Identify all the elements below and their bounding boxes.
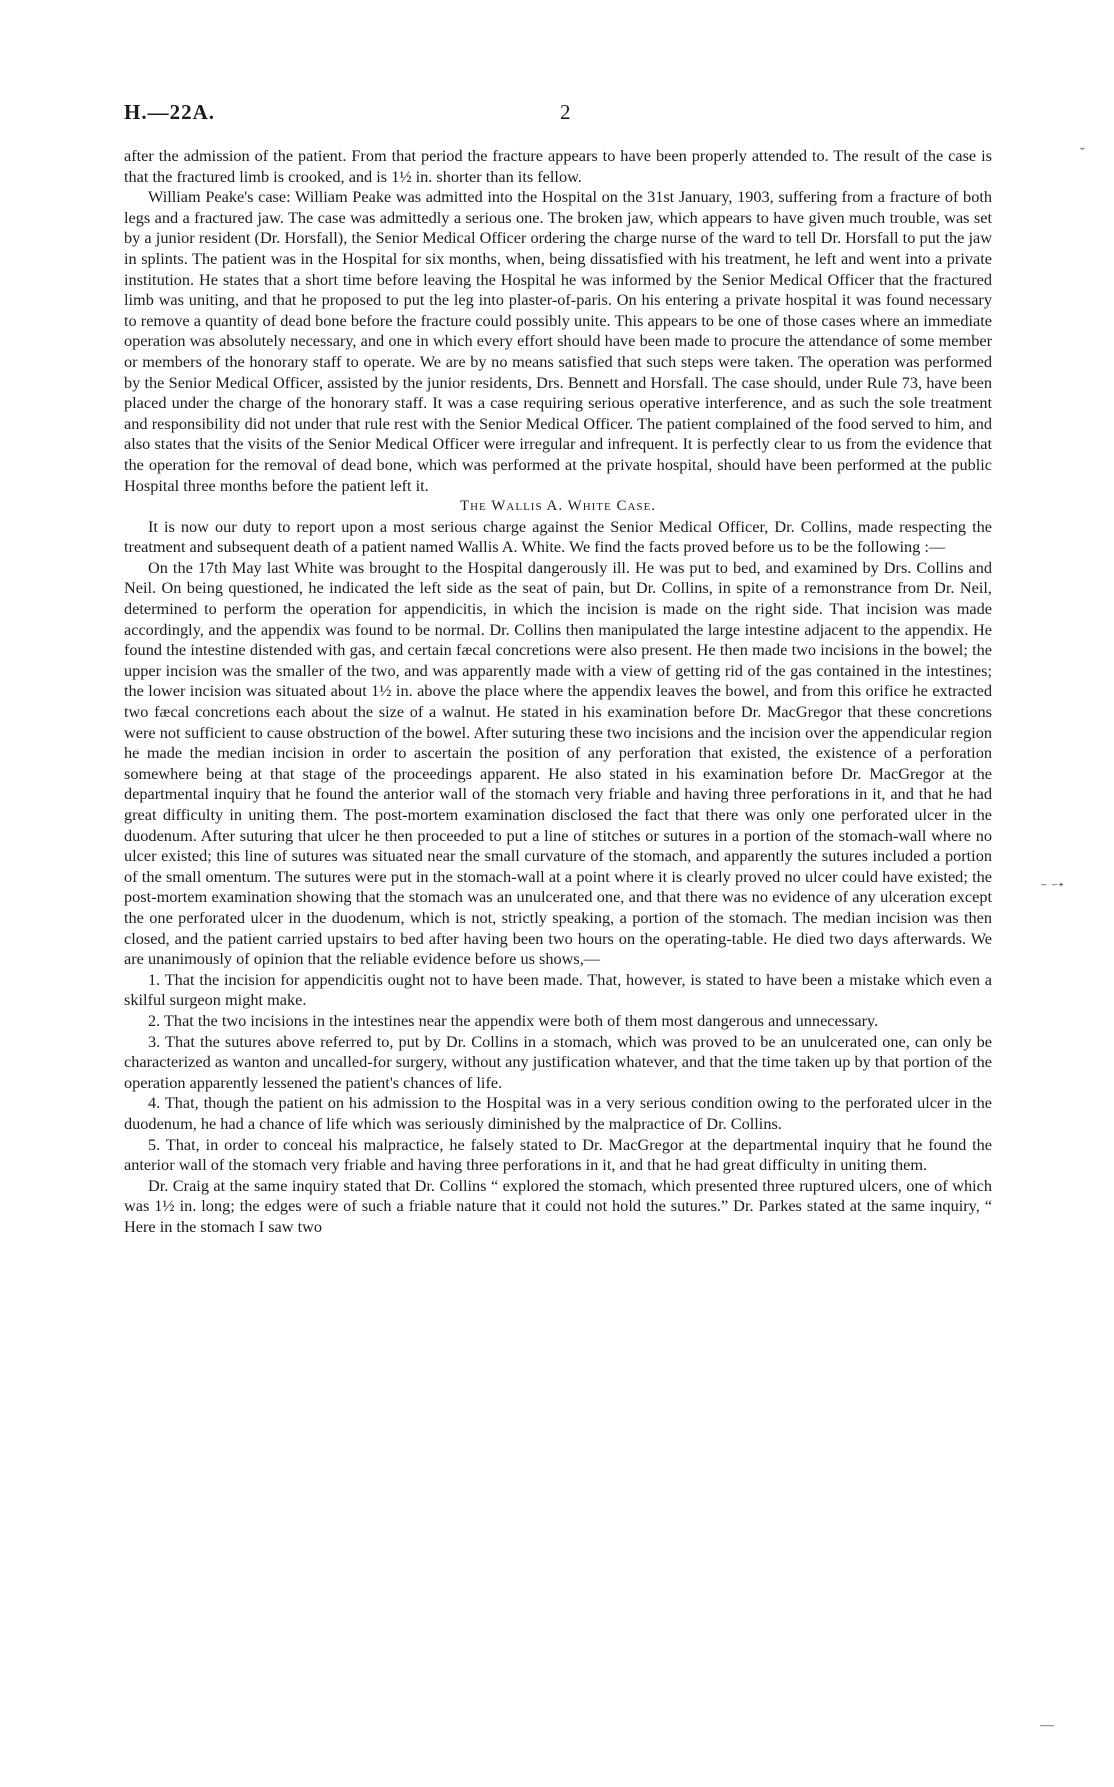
finding-item-3: 3. That the sutures above referred to, put by Dr. Collins in a stomach, which was proved to be an unulcerated one, can only be characterized as wanton and uncalled-for surgery, without any justification whatever, and that the time taken up by that portion of the operation apparently lessened the patient's chances of life. [124,1031,992,1092]
margin-mark: — [1040,1718,1054,1733]
finding-item-1: 1. That the incision for appendicitis ought not to have been made. That, however, is stated to have been a mistake which even a skilful surgeon might make. [124,969,992,1010]
document-reference: H.—22A. [124,100,215,124]
margin-mark: ˘ [1080,146,1085,161]
finding-item-4: 4. That, though the patient on his admission to the Hospital was in a very serious condition owing to the perforated ulcer in the duodenum, he had a chance of life which was seriously diminished by the malpractice of Dr. Collins. [124,1093,992,1133]
paragraph: Dr. Craig at the same inquiry stated that Dr. Collins “ explored the stomach, which presented three ruptured ulcers, one of which was 1½ in. long; the edges were of such a friable nature that it could not hold the sutures.” Dr. Parkes stated at the same inquiry, “ Here in the stomach I saw two [124,1175,992,1236]
finding-item-2: 2. That the two incisions in the intestines near the appendix were both of them most dangerous and unnecessary. [148,1010,879,1030]
paragraph: after the admission of the patient. From that period the fracture appears to have been properly attended to. The result of the case is that the fractured limb is crooked, and is 1½ in. shorter than its fellow. [124,146,992,186]
page-number: 2 [560,100,571,124]
page-header [124,100,994,126]
paragraph-peake-case: William Peake's case: William Peake was admitted into the Hospital on the 31st January, 1903, suffering from a fracture of both legs and a fractured jaw. The case was admittedly a serious one. The broken jaw, which appears to have given much trouble, was set by a junior resident (Dr. Horsfall), the Senior Medical Officer ordering the charge nurse of the ward to tell Dr. Horsfall to put the jaw in splints. The patient was in the Hospital for six months, when, being dissatisfied with his treatment, he left and went into a private institution. He states that a short time before leaving the Hospital he was informed by the Senior Medical Officer that the fractured limb was uniting, and that he proposed to put the leg into plaster-of-paris. On his entering a private hospital it was found necessary to remove a quantity of dead bone before the fracture could possibly unite. This appears to be one of those cases where an immediate operation was absolutely necessary, and one in which every effort should have been made to procure the attendance of some member or members of the honorary staff to operate. We are by no means satisfied that such steps were taken. The operation was performed by the Senior Medical Officer, assisted by the junior residents, Drs. Bennett and Horsfall. The case should, under Rule 73, have been placed under the charge of the honorary staff. It was a case requiring serious operative interference, and as such the sole treatment and responsibility did not under that rule rest with the Senior Medical Officer. The patient complained of the food served to him, and also states that the visits of the Senior Medical Officer were irregular and infrequent. It is perfectly clear to us from the evidence that the operation for the removal of dead bone, which was performed at the private hospital, should have been performed at the public Hospital three months before the patient left it. [124,187,992,495]
document-body [124,146,992,1237]
section-title: The Wallis A. White Case. [459,498,657,515]
paragraph: It is now our duty to report upon a most serious charge against the Senior Medical Officer, Dr. Collins, made respecting the treatment and subsequent death of a patient named Wallis A. White. We find the facts proved before us to be the following :— [124,516,992,557]
paragraph: On the 17th May last White was brought to the Hospital dangerously ill. He was put to bed, and examined by Drs. Collins and Neil. On being questioned, he indicated the left side as the seat of pain, but Dr. Collins, in spite of a remonstrance from Dr. Neil, determined to perform the operation for appendicitis, in which the incision is made on the right side. That incision was made accordingly, and the appendix was found to be normal. Dr. Collins then manipulated the large intestine adjacent to the appendix. He found the intestine distended with gas, and certain fæcal concretions were also present. He then made two incisions in the bowel; the upper incision was the smaller of the two, and was apparently made with a view of getting rid of the gas contained in the intestines; the lower incision was situated about 1½ in. above the place where the appendix leaves the bowel, and from this orifice he extracted two fæcal concretions each about the size of a walnut. He stated in his examination before Dr. MacGregor that these concretions were not sufficient to cause obstruction of the bowel. After suturing these two incisions and the incision over the appendicular region he made the median incision in order to ascertain the position of any perforation that existed, the existence of a perforation somewhere being at that stage of the proceedings apparent. He also stated in his examination before Dr. MacGregor at the departmental inquiry that he found the anterior wall of the stomach very friable and having three perforations in it, and that he had great difficulty in uniting them. The post-mortem examination disclosed the fact that there was only one perforated ulcer in the duodenum. After suturing that ulcer he then proceeded to put a line of stitches or sutures in a portion of the stomach-wall where no ulcer existed; this line of sutures was situated near the small curvature of the stomach, and apparently the sutures included a portion of the small omentum. The sutures were put in the stomach-wall at a point where it is clearly proved no ulcer could have existed; the post-mortem examination showing that the stomach was an unulcerated one, and that there was no evidence of any ulceration except the one perforated ulcer in the duodenum, which is not, strictly speaking, a portion of the stomach. The median incision was then closed, and the patient carried upstairs to bed after having been two hours on the operating-table. He died two days afterwards. We are unanimously of opinion that the reliable evidence before us shows,— [124,557,992,969]
finding-item-5: 5. That, in order to conceal his malpractice, he falsely stated to Dr. MacGregor at the departmental inquiry that he found the anterior wall of the stomach very friable and having three perforations in it, and that he had great difficulty in uniting them. [124,1134,992,1175]
margin-mark: ⁻ ⁻ᐩ [1040,881,1064,896]
